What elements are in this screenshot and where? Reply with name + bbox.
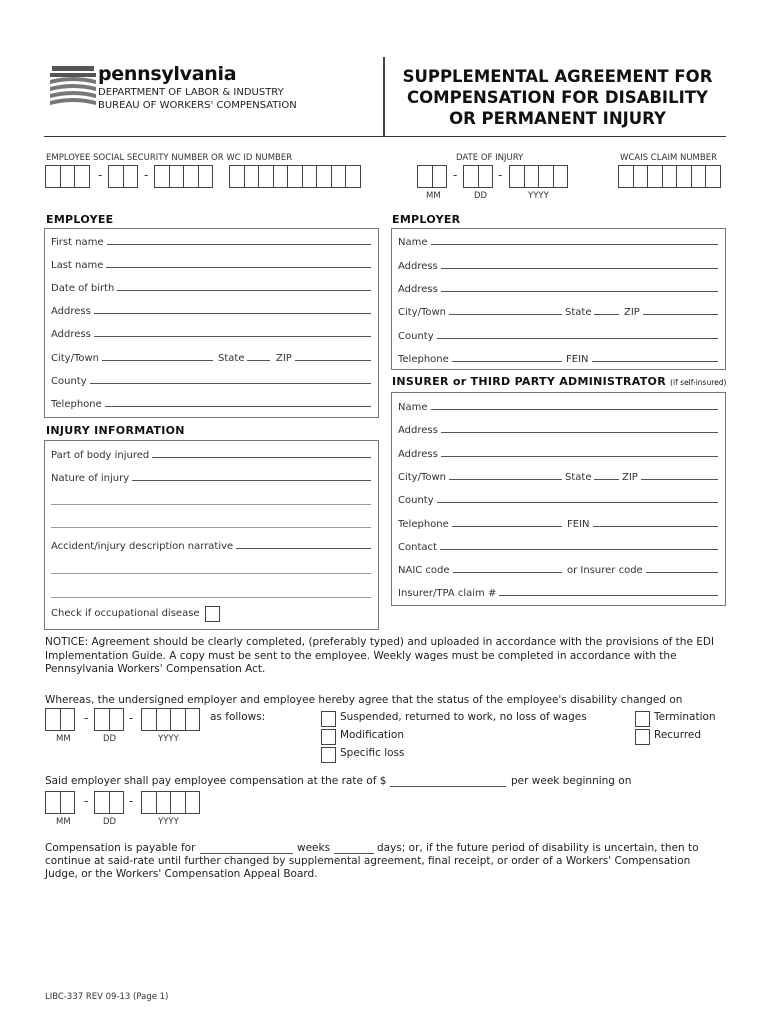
form-footer: LIBC-337 REV 09-13 (Page 1): [45, 992, 169, 1002]
wc-id-input[interactable]: [229, 165, 360, 188]
dash: -: [144, 168, 149, 182]
dept-line-1: DEPARTMENT OF LABOR & INDUSTRY: [98, 87, 284, 98]
nature-of-injury-field[interactable]: Nature of injury: [51, 468, 373, 484]
employer-city-field[interactable]: City/Town: [398, 302, 564, 318]
employer-telephone-field[interactable]: Telephone: [398, 349, 564, 365]
employer-address2-field[interactable]: Address: [398, 279, 720, 295]
employee-city-field[interactable]: City/Town: [51, 348, 215, 364]
ssn-part2-input[interactable]: [108, 165, 137, 188]
suspended-label: Suspended, returned to work, no loss of wages: [340, 711, 587, 723]
dash: -: [98, 168, 103, 182]
brand-name: pennsylvania: [98, 63, 237, 85]
nature-line[interactable]: [51, 527, 371, 528]
termination-checkbox[interactable]: [635, 711, 650, 727]
dash: -: [129, 711, 134, 725]
modification-checkbox[interactable]: [321, 729, 336, 745]
employer-address1-field[interactable]: Address: [398, 256, 720, 272]
header-divider: [383, 57, 385, 137]
change-dd-input[interactable]: [94, 708, 123, 731]
insurer-name-field[interactable]: Name: [398, 397, 720, 413]
as-follows-label: as follows:: [210, 711, 266, 723]
specific-loss-checkbox[interactable]: [321, 747, 336, 763]
employer-state-field[interactable]: State: [565, 302, 621, 318]
employee-first-name-field[interactable]: First name: [51, 232, 373, 248]
per-week-text: per week beginning on: [511, 775, 632, 787]
dd-caption: DD: [103, 817, 117, 827]
whereas-text: Whereas, the undersigned employer and employee hereby agree that the status of the employee's disability changed on: [45, 694, 683, 706]
naic-code-field[interactable]: NAIC code: [398, 560, 564, 576]
weeks-input[interactable]: [200, 853, 293, 854]
insurer-address1-field[interactable]: Address: [398, 420, 720, 436]
injury-heading: INJURY INFORMATION: [46, 424, 185, 437]
dash: -: [84, 794, 89, 808]
doi-mm-input[interactable]: [417, 165, 446, 188]
rate-mm-input[interactable]: [45, 791, 74, 814]
payable-text-1: Compensation is payable for: [45, 842, 196, 854]
narrative-field[interactable]: Accident/injury description narrative: [51, 536, 373, 552]
doi-label: DATE OF INJURY: [456, 153, 524, 163]
dept-line-2: BUREAU OF WORKERS' COMPENSATION: [98, 100, 297, 111]
yyyy-caption: YYYY: [158, 734, 179, 744]
employee-address1-field[interactable]: Address: [51, 301, 373, 317]
change-yyyy-input[interactable]: [141, 708, 199, 731]
rate-yyyy-input[interactable]: [141, 791, 199, 814]
employee-zip-field[interactable]: ZIP: [276, 348, 373, 364]
employee-dob-field[interactable]: Date of birth: [51, 278, 373, 294]
dd-caption: DD: [474, 191, 488, 201]
insurer-heading: INSURER or THIRD PARTY ADMINISTRATOR (if self-insured): [392, 375, 727, 388]
dash: -: [129, 794, 134, 808]
employer-heading: EMPLOYER: [392, 213, 461, 226]
occupational-disease-checkbox[interactable]: [205, 606, 220, 622]
suspended-checkbox[interactable]: [321, 711, 336, 727]
occupational-disease-label: Check if occupational disease: [51, 608, 200, 619]
employee-last-name-field[interactable]: Last name: [51, 255, 373, 271]
dash: -: [453, 168, 458, 182]
narrative-line[interactable]: [51, 597, 371, 598]
modification-label: Modification: [340, 729, 404, 741]
insurer-code-field[interactable]: or Insurer code: [567, 560, 720, 576]
insurer-telephone-field[interactable]: Telephone: [398, 514, 564, 530]
insurer-fein-field[interactable]: FEIN: [567, 514, 720, 530]
change-mm-input[interactable]: [45, 708, 74, 731]
ssn-part1-input[interactable]: [45, 165, 89, 188]
employer-zip-field[interactable]: ZIP: [624, 302, 720, 318]
insurer-state-field[interactable]: State: [565, 467, 621, 483]
days-input[interactable]: [334, 853, 374, 854]
employer-name-field[interactable]: Name: [398, 232, 720, 248]
payable-text-3: days; or, if the future period of disability is uncertain, then to: [377, 842, 699, 854]
employee-telephone-field[interactable]: Telephone: [51, 394, 373, 410]
header-rule: [44, 136, 726, 137]
payable-text-5: Judge, or the Workers' Compensation Appeal Board.: [45, 868, 318, 880]
ssn-part3-input[interactable]: [154, 165, 212, 188]
insurer-contact-field[interactable]: Contact: [398, 537, 720, 553]
notice-text: NOTICE: Agreement should be clearly completed, (preferably typed) and uploaded in accordance with the provisions of the EDI Implementation Guide. A copy must be sent to the employee. Weekly wages must be completed in accordance with the Pennsylvania Workers' Compensation Act.: [45, 636, 715, 675]
yyyy-caption: YYYY: [528, 191, 549, 201]
mm-caption: MM: [56, 734, 71, 744]
insurer-address2-field[interactable]: Address: [398, 444, 720, 460]
employer-fein-field[interactable]: FEIN: [566, 349, 720, 365]
insurer-claim-field[interactable]: Insurer/TPA claim #: [398, 583, 720, 599]
dd-caption: DD: [103, 734, 117, 744]
rate-dd-input[interactable]: [94, 791, 123, 814]
doi-yyyy-input[interactable]: [509, 165, 567, 188]
dash: -: [84, 711, 89, 725]
yyyy-caption: YYYY: [158, 817, 179, 827]
form-title: SUPPLEMENTAL AGREEMENT FOR COMPENSATION FOR DISABILITY OR PERMANENT INJURY: [402, 67, 713, 128]
rate-amount-input[interactable]: [390, 786, 506, 787]
claim-number-input[interactable]: [618, 165, 720, 188]
dash: -: [498, 168, 503, 182]
body-part-field[interactable]: Part of body injured: [51, 445, 373, 461]
employer-county-field[interactable]: County: [398, 326, 720, 342]
recurred-checkbox[interactable]: [635, 729, 650, 745]
mm-caption: MM: [56, 817, 71, 827]
rate-text: Said employer shall pay employee compensation at the rate of $: [45, 775, 387, 787]
ssn-label: EMPLOYEE SOCIAL SECURITY NUMBER OR WC ID NUMBER: [46, 153, 293, 163]
insurer-note: (if self-insured): [670, 378, 727, 387]
employee-county-field[interactable]: County: [51, 371, 373, 387]
employee-address2-field[interactable]: Address: [51, 324, 373, 340]
payable-text-4: continue at said-rate until further changed by supplemental agreement, final receipt, or order of a Workers' Compensation: [45, 855, 691, 867]
insurer-zip-field[interactable]: ZIP: [622, 467, 720, 483]
insurer-county-field[interactable]: County: [398, 490, 720, 506]
keystone-logo: [46, 62, 100, 108]
employee-state-field[interactable]: State: [218, 348, 272, 364]
employee-heading: EMPLOYEE: [46, 213, 114, 226]
doi-dd-input[interactable]: [463, 165, 492, 188]
mm-caption: MM: [426, 191, 441, 201]
weeks-label: weeks: [297, 842, 331, 854]
claim-label: WCAIS CLAIM NUMBER: [620, 153, 718, 163]
insurer-city-field[interactable]: City/Town: [398, 467, 564, 483]
specific-loss-label: Specific loss: [340, 747, 405, 759]
recurred-label: Recurred: [654, 729, 702, 741]
nature-line[interactable]: [51, 504, 371, 505]
termination-label: Termination: [654, 711, 716, 723]
narrative-line[interactable]: [51, 573, 371, 574]
